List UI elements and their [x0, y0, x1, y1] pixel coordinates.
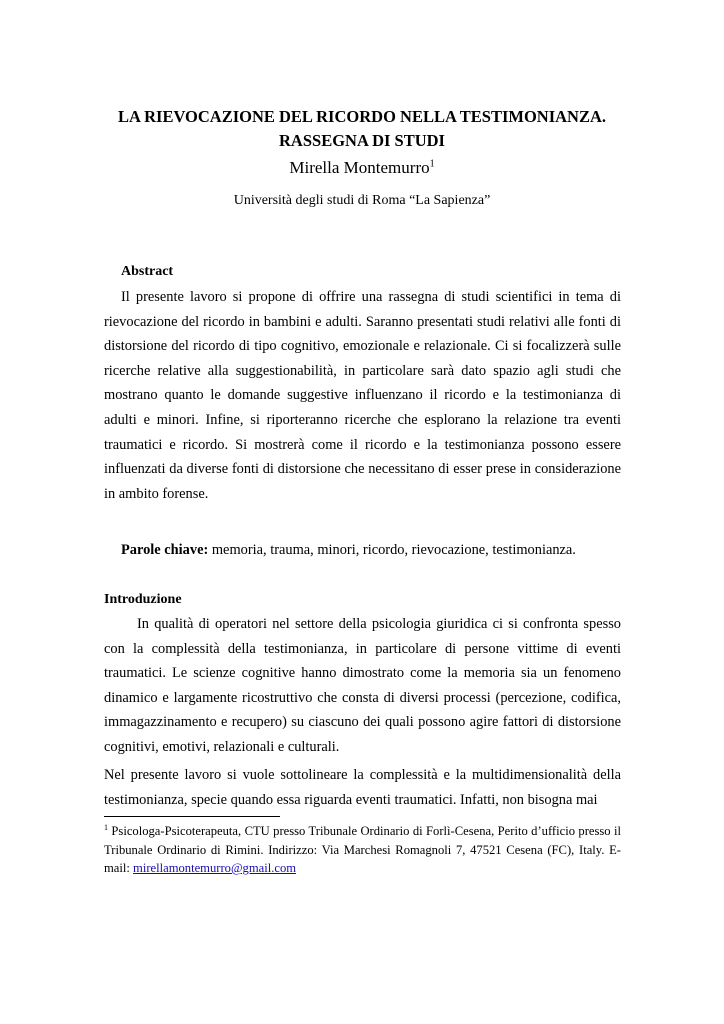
author-name: [0, 157, 724, 179]
keywords-list: memoria, trauma, minori, ricordo, rievocazione, testimonianza.: [208, 542, 576, 558]
abstract-text: [104, 285, 621, 506]
abstract-heading: Abstract: [121, 264, 174, 279]
footnote-email-link[interactable]: mirellamontemurro@gmail.com: [133, 861, 297, 875]
paper-title-line-2: RASSEGNA DI STUDI: [279, 131, 445, 150]
paper-title-line-1: LA RIEVOCAZIONE DEL RICORDO NELLA TESTIMONIANZA.: [117, 107, 607, 126]
footnote-mark: 1: [104, 822, 108, 832]
author-affiliation: Università degli studi di Roma “La Sapienza”: [233, 193, 491, 208]
abstract-body: Il presente lavoro si propone di offrire una rassegna di studi scientifici in tema di rievocazione del ricordo in bambini e adulti. Saranno presentati studi relativi alle fonti di distorsione del ricordo di tipo cognitivo, emozionale e relazionale. Ci si focalizzerà sulle ricerche relative alla suggestionabilità, in particolare sarà dato spazio agli studi che mostrano quanto le domande suggestive influenzano il ricordo e la testimonianza di adulti e minori. Infine, si riporteranno ricerche che esplorano la relazione tra eventi traumatici e ricordo. Si mostrerà come il ricordo e la testimonianza possono essere influenzati da diverse fonti di distorsione che necessitano di esser prese in considerazione in ambito forense.: [104, 289, 621, 502]
author-footnote-mark: 1: [429, 158, 435, 170]
keywords-line: [121, 540, 641, 560]
introduction-paragraph-1-text: In qualità di operatori nel settore della psicologia giuridica ci si confronta spesso con la complessità della testimonianza, in particolare di persone vittime di eventi traumatici. Le scienze cognitive hanno dimostrato come la memoria sia un fenomeno dinamico e largamente ricostruttivo che consta di diversi processi (percezione, codifica, immagazzinamento e recupero) su ciascuno dei quali possono agire fattori di distorsione cognitivi, emotivi, relazionali e culturali.: [104, 616, 621, 755]
footnote: [104, 822, 621, 878]
introduction-heading: Introduzione: [104, 592, 182, 607]
author-name-text: Mirella Montemurro: [289, 158, 430, 177]
introduction-paragraph-1: [104, 612, 621, 760]
keywords-label: Parole chiave:: [121, 542, 209, 558]
introduction-paragraph-2: Nel presente lavoro si vuole sottolineare la complessità e la multidimensionalità della testimonianza, specie quando essa riguarda eventi traumatici. Infatti, non bisogna mai: [104, 767, 621, 808]
footnote-text: Psicologa-Psicoterapeuta, CTU presso Tribunale Ordinario di Forlì-Cesena, Perito d’ufficio presso il Tribunale Ordinario di Rimini. Indirizzo: Via Marchesi Romagnoli 7, 47521 Cesena (FC), Italy. E-mail:: [104, 824, 621, 875]
footnote-separator: [104, 816, 280, 817]
